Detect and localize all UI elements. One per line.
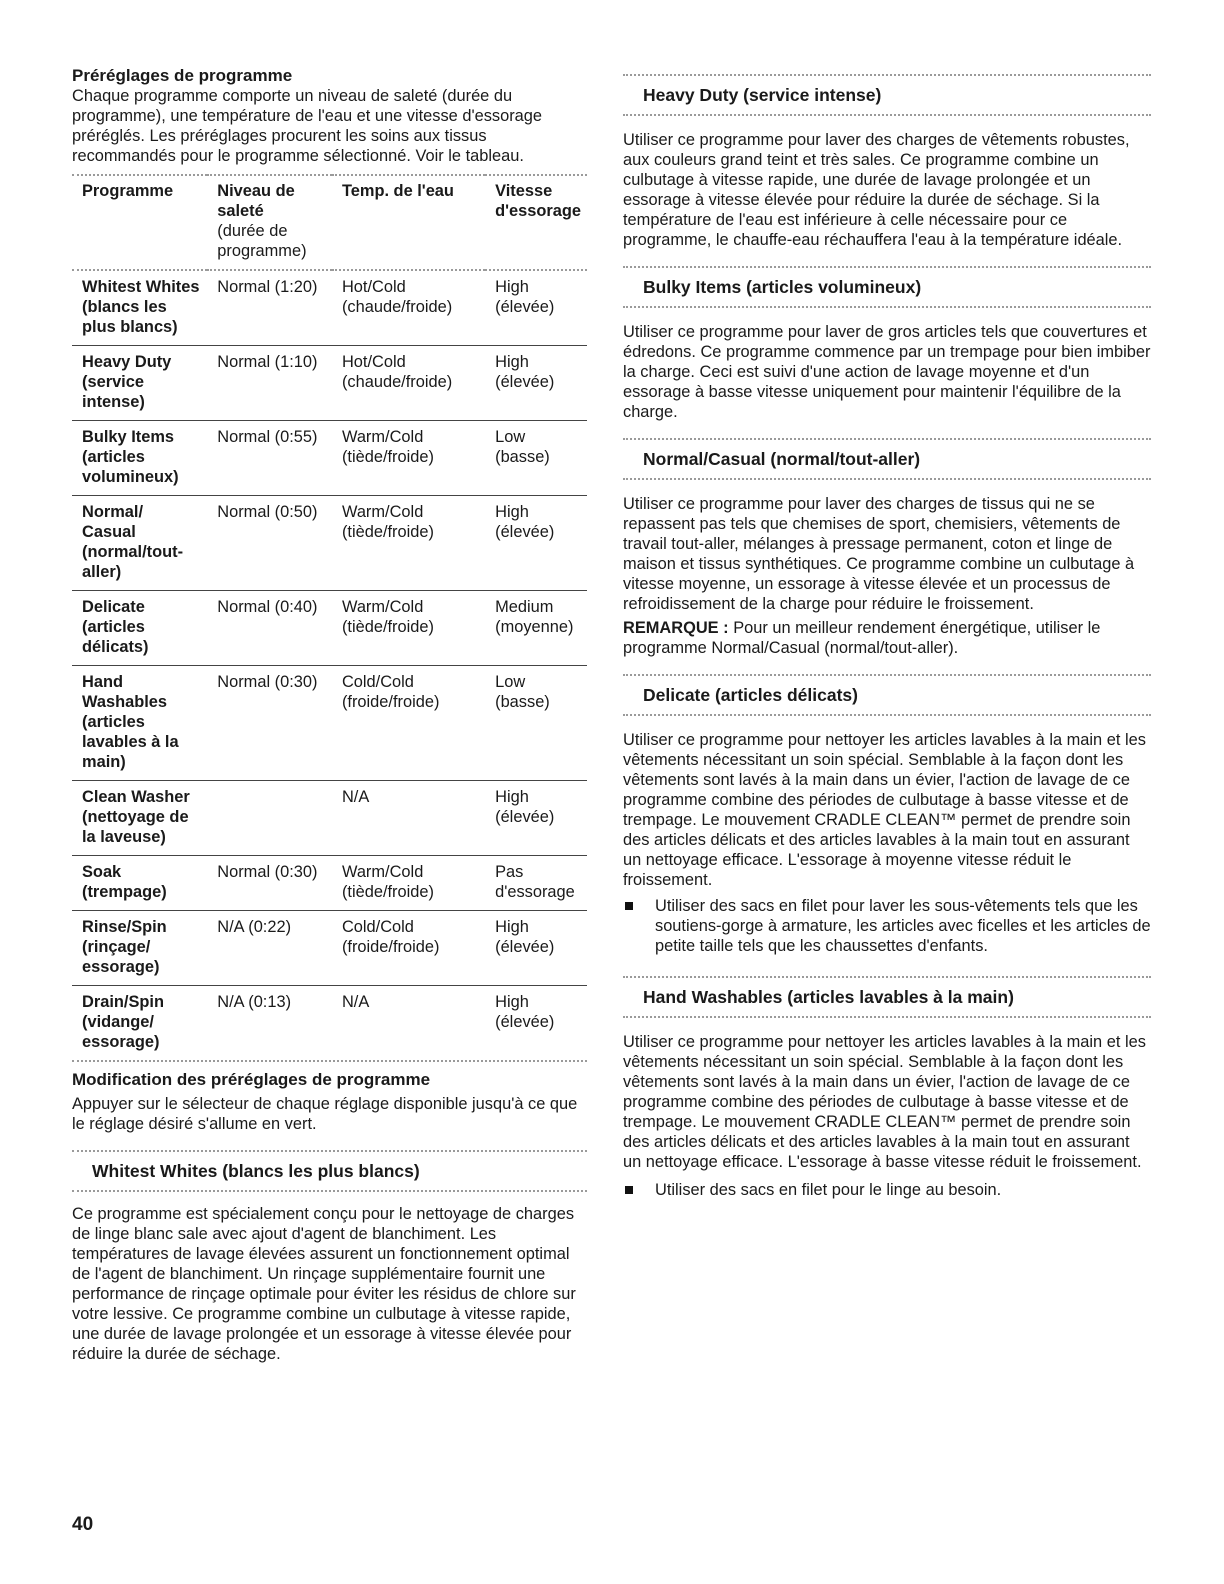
temp-cell: Warm/Cold (tiède/froide) [332,496,485,591]
program-cell: Clean Washer (nettoyage de la laveuse) [72,781,207,856]
program-table [72,174,587,1060]
program-cell: Heavy Duty (service intense) [72,346,207,421]
temp-cell: Cold/Cold (froide/froide) [332,666,485,781]
spin-cell: Pas d'essorage [485,856,587,911]
spin-cell: Low (basse) [485,666,587,781]
divider [623,306,1151,308]
hand-washables-title: Hand Washables (articles lavables à la main) [643,987,1014,1007]
delicate-bullet-item [623,896,1151,956]
bulky-items-title: Bulky Items (articles volumineux) [643,277,922,297]
divider [623,438,1151,440]
divider [72,1060,587,1062]
soil-cell: Normal (0:55) [207,421,332,496]
temp-cell: Warm/Cold (tiède/froide) [332,591,485,666]
soil-cell: Normal (0:30) [207,856,332,911]
soil-cell: Normal (1:10) [207,346,332,421]
delicate-text: Utiliser ce programme pour nettoyer les articles lavables à la main et les vêtements nécessitant un soin spécial. Semblable à la façon dont les vêtements sont lavés à la main dans un évier, l'action de lavage de ce programme combine des périodes de culbutage à basse vitesse et de trempage. Le mouvement CRADLE CLEAN™ permet de prendre soin des articles délicats et des articles lavables à la main tout en assurant un nettoyage efficace. L'essorage à moyenne vitesse réduit le froissement. [623,731,1146,889]
soil-cell: Normal (0:40) [207,591,332,666]
temp-cell: Hot/Cold (chaude/froide) [332,270,485,346]
program-cell: Normal/ Casual (normal/tout-aller) [72,496,207,591]
whitest-whites-text: Ce programme est spécialement conçu pour le nettoyage de charges de linge blanc sale avec ajout d'agent de blanchiment. Les températures de lavage élevées assurent un fonctionnement optimal de l'agent de blanchiment. Un rinçage supplémentaire fournit une performance de rinçage optimale pour éviter les résidus de chlore sur votre lessive. Ce programme combine un culbutage à vitesse rapide, une durée de lavage prolongée et un essorage à vitesse élevée pour réduire la durée de séchage. [72,1205,576,1363]
bullet-square-icon [625,902,633,910]
divider [72,1190,587,1192]
heavy-duty-text: Utiliser ce programme pour laver des charges de vêtements robustes, aux couleurs grand teint et très sales. Ce programme combine un culbutage à vitesse rapide, une durée de lavage prolongée et un essorage à vitesse élevée pour réduire la durée de séchage. Si la température de l'eau est inférieure à celle nécessaire pour ce programme, le chauffe-eau réchauffera l'eau à la température idéale. [623,131,1130,249]
delicate-title: Delicate (articles délicats) [643,685,858,705]
divider [623,674,1151,676]
table-row [72,496,587,591]
divider [623,714,1151,716]
header-soil [207,175,332,270]
bullet-square-icon [625,1186,633,1194]
header-spin: Vitesse d'essorage [485,175,587,270]
divider [623,478,1151,480]
soil-cell: Normal (0:50) [207,496,332,591]
divider [623,976,1151,978]
table-row [72,911,587,986]
program-cell: Delicate (articles délicats) [72,591,207,666]
page-number: 40 [72,1514,94,1535]
spin-cell: High (élevée) [485,496,587,591]
table-row [72,856,587,911]
header-program: Programme [72,175,207,270]
spin-cell: High (élevée) [485,986,587,1061]
divider [623,74,1151,76]
soil-cell: Normal (0:30) [207,666,332,781]
table-row [72,346,587,421]
soil-cell: Normal (1:20) [207,270,332,346]
modif-heading: Modification des préréglages de programme [72,1070,431,1089]
soil-cell: N/A (0:22) [207,911,332,986]
normal-casual-text: Utiliser ce programme pour laver des charges de tissus qui ne se repassent pas tels que chemises de sport, chemisiers, vêtements de travail tout-aller, mélanges à pressage permanent, coton et linge de maison et tissus synthétiques. Ce programme combine un culbutage à vitesse moyenne, un essorage à vitesse élevée et un processus de refroidissement de la charge pour réduire le froissement. [623,495,1135,613]
divider [623,114,1151,116]
hand-bullet-item [623,1180,1151,1200]
program-cell: Rinse/Spin (rinçage/ essorage) [72,911,207,986]
program-cell: Whitest Whites (blancs les plus blancs) [72,270,207,346]
temp-cell: Warm/Cold (tiède/froide) [332,856,485,911]
temp-cell: N/A [332,986,485,1061]
whitest-whites-title: Whitest Whites (blancs les plus blancs) [92,1161,420,1181]
program-cell: Hand Washables (articles lavables à la main) [72,666,207,781]
right-column [623,74,1151,1200]
divider [623,266,1151,268]
spin-cell: High (élevée) [485,270,587,346]
program-cell: Drain/Spin (vidange/ essorage) [72,986,207,1061]
modif-text: Appuyer sur le sélecteur de chaque réglage disponible jusqu'à ce que le réglage désiré s'allume en vert. [72,1095,578,1133]
table-row [72,781,587,856]
table-header-row [72,175,587,270]
program-cell: Soak (trempage) [72,856,207,911]
table-row [72,986,587,1061]
table-row [72,270,587,346]
table-body [72,270,587,1060]
temp-cell: N/A [332,781,485,856]
header-soil-label: Niveau de saleté [217,182,295,220]
temp-cell: Warm/Cold (tiède/froide) [332,421,485,496]
remark-paragraph [623,618,1151,658]
presets-text: Chaque programme comporte un niveau de saleté (durée du programme), une température de l'eau et une vitesse d'essorage préréglés. Les préréglages procurent les soins aux tissus recommandés pour le programme sélectionné. Voir le tableau. [72,87,543,165]
remark-text: Pour un meilleur rendement énergétique, utiliser le programme Normal/Casual (normal/tout-aller). [623,619,1101,657]
spin-cell: Low (basse) [485,421,587,496]
left-column [72,66,587,1364]
soil-cell: N/A (0:13) [207,986,332,1061]
spin-cell: Medium (moyenne) [485,591,587,666]
program-cell: Bulky Items (articles volumineux) [72,421,207,496]
spin-cell: High (élevée) [485,346,587,421]
table-row [72,666,587,781]
delicate-bullet-text: Utiliser des sacs en filet pour laver les sous-vêtements tels que les soutiens-gorge à armature, les articles avec ficelles et les articles de petite taille tels que les chaussettes d'enfants. [655,897,1151,955]
presets-heading: Préréglages de programme [72,66,293,85]
spin-cell: High (élevée) [485,911,587,986]
hand-bullet-text: Utiliser des sacs en filet pour le linge au besoin. [655,1181,1002,1199]
normal-casual-title: Normal/Casual (normal/tout-aller) [643,449,921,469]
header-soil-sub: (durée de programme) [217,222,307,260]
divider [72,1150,587,1152]
table-row [72,591,587,666]
table-row [72,421,587,496]
temp-cell: Hot/Cold (chaude/froide) [332,346,485,421]
bulky-items-text: Utiliser ce programme pour laver de gros articles tels que couvertures et édredons. Ce programme commence par un trempage pour bien imbiber la charge. Ceci est suivi d'une action de lavage moyenne et d'un essorage à basse vitesse uniquement pour maintenir l'équilibre de la charge. [623,323,1151,421]
heavy-duty-title: Heavy Duty (service intense) [643,85,882,105]
header-temp: Temp. de l'eau [332,175,485,270]
soil-cell [207,781,332,856]
spin-cell: High (élevée) [485,781,587,856]
remark-label: REMARQUE : [623,619,729,637]
temp-cell: Cold/Cold (froide/froide) [332,911,485,986]
divider [623,1016,1151,1018]
hand-washables-text: Utiliser ce programme pour nettoyer les articles lavables à la main et les vêtements nécessitant un soin spécial. Semblable à la façon dont les vêtements sont lavés à la main dans un évier, l'action de lavage de ce programme combine des périodes de culbutage à basse vitesse et de trempage. Le mouvement CRADLE CLEAN™ permet de prendre soin des articles délicats et des articles lavables à la main tout en assurant un nettoyage efficace. L'essorage à basse vitesse réduit le froissement. [623,1033,1146,1171]
